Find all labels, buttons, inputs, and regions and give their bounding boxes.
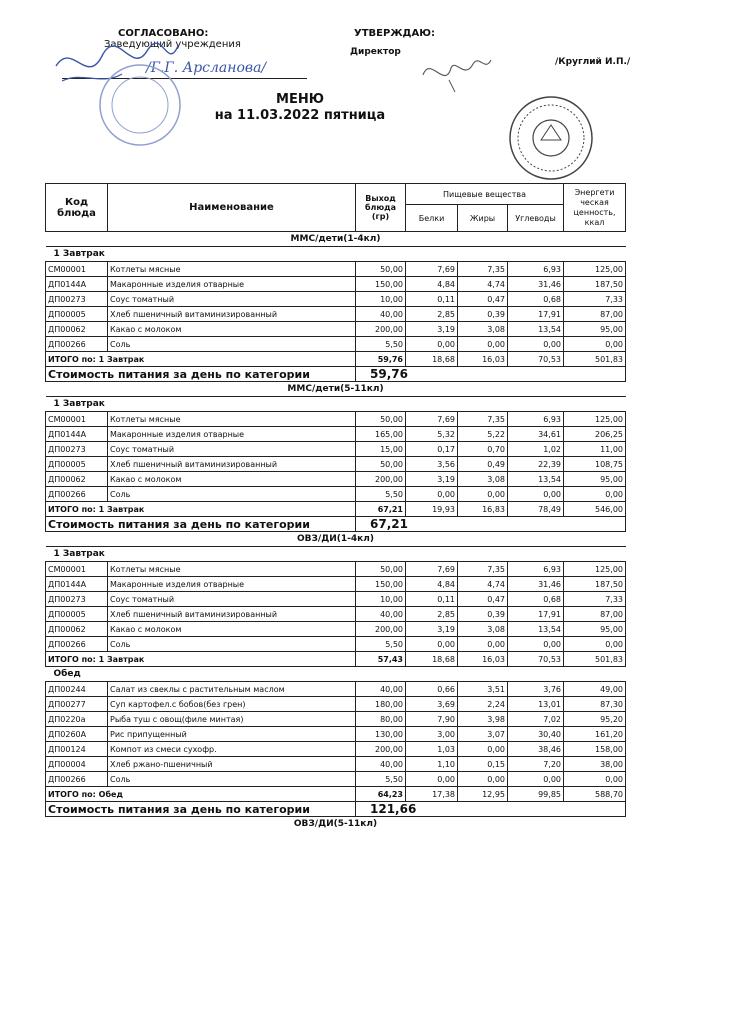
dish-protein: 3,19 xyxy=(406,472,458,487)
table-row xyxy=(46,712,626,727)
total-value: 17,38 xyxy=(406,787,458,802)
dish-carbs: 22,39 xyxy=(508,457,564,472)
dish-fat: 3,98 xyxy=(458,712,508,727)
page-subtitle: на 11.03.2022 пятница xyxy=(214,108,386,123)
agreed-label: СОГЛАСОВАНО: xyxy=(118,28,209,39)
dish-fat: 0,70 xyxy=(458,442,508,457)
dish-code: ДП0260А xyxy=(46,727,108,742)
total-value: 546,00 xyxy=(564,502,626,517)
dish-protein: 0,17 xyxy=(406,442,458,457)
dish-carbs: 31,46 xyxy=(508,577,564,592)
dish-fat: 3,08 xyxy=(458,472,508,487)
dish-fat: 0,47 xyxy=(458,592,508,607)
dish-code: СМ00001 xyxy=(46,412,108,427)
dish-code: ДП00062 xyxy=(46,472,108,487)
table-row xyxy=(46,427,626,442)
dish-code: СМ00001 xyxy=(46,562,108,577)
dish-protein: 5,32 xyxy=(406,427,458,442)
dish-carbs: 0,00 xyxy=(508,487,564,502)
dish-carbs: 7,02 xyxy=(508,712,564,727)
table-row xyxy=(46,697,626,712)
dish-fat: 0,00 xyxy=(458,742,508,757)
dish-fat: 7,35 xyxy=(458,262,508,277)
dish-code: ДП00273 xyxy=(46,442,108,457)
dish-output: 130,00 xyxy=(356,727,406,742)
dish-name: Соус томатный xyxy=(108,592,356,607)
total-value: 19,93 xyxy=(406,502,458,517)
dish-protein: 3,69 xyxy=(406,697,458,712)
dish-fat: 3,51 xyxy=(458,682,508,697)
dish-output: 200,00 xyxy=(356,622,406,637)
dish-energy: 187,50 xyxy=(564,277,626,292)
dish-carbs: 3,76 xyxy=(508,682,564,697)
dish-code: ДП00266 xyxy=(46,337,108,352)
meal-title: 1 Завтрак xyxy=(46,547,626,562)
total-value: 67,21 xyxy=(356,502,406,517)
dish-code: ДП0144А xyxy=(46,277,108,292)
table-row xyxy=(46,592,626,607)
dish-protein: 1,10 xyxy=(406,757,458,772)
dish-name: Макаронные изделия отварные xyxy=(108,427,356,442)
dish-output: 10,00 xyxy=(356,292,406,307)
table-row xyxy=(46,637,626,652)
dish-carbs: 38,46 xyxy=(508,742,564,757)
dish-protein: 4,84 xyxy=(406,577,458,592)
dish-fat: 4,74 xyxy=(458,577,508,592)
total-value: 18,68 xyxy=(406,652,458,667)
total-value: 59,76 xyxy=(356,352,406,367)
dish-protein: 7,69 xyxy=(406,562,458,577)
table-row xyxy=(46,412,626,427)
approve-label: УТВЕРЖДАЮ: xyxy=(354,28,435,39)
dish-energy: 11,00 xyxy=(564,442,626,457)
dish-carbs: 13,01 xyxy=(508,697,564,712)
cost-value: 67,21 xyxy=(356,517,626,532)
dish-fat: 0,00 xyxy=(458,637,508,652)
dish-output: 5,50 xyxy=(356,637,406,652)
table-row xyxy=(46,322,626,337)
dish-code: ДП00005 xyxy=(46,457,108,472)
dish-energy: 87,00 xyxy=(564,307,626,322)
cost-value: 59,76 xyxy=(356,367,626,382)
dish-output: 5,50 xyxy=(356,487,406,502)
table-row xyxy=(46,472,626,487)
dish-fat: 7,35 xyxy=(458,562,508,577)
table-row xyxy=(46,682,626,697)
dish-fat: 0,49 xyxy=(458,457,508,472)
dish-energy: 95,00 xyxy=(564,622,626,637)
meal-title: Обед xyxy=(46,667,626,682)
section-title: ММС/дети(5-11кл) xyxy=(287,384,384,394)
dish-fat: 3,08 xyxy=(458,622,508,637)
dish-energy: 87,00 xyxy=(564,607,626,622)
dish-protein: 0,00 xyxy=(406,487,458,502)
dish-name: Макаронные изделия отварные xyxy=(108,577,356,592)
dish-name: Хлеб пшеничный витаминизированный xyxy=(108,607,356,622)
total-value: 501,83 xyxy=(564,352,626,367)
dish-energy: 0,00 xyxy=(564,637,626,652)
dish-code: ДП0144А xyxy=(46,577,108,592)
dish-carbs: 1,02 xyxy=(508,442,564,457)
dish-output: 50,00 xyxy=(356,262,406,277)
dish-name: Соль xyxy=(108,637,356,652)
dish-code: ДП00004 xyxy=(46,757,108,772)
dish-output: 5,50 xyxy=(356,772,406,787)
dish-fat: 3,08 xyxy=(458,322,508,337)
dish-carbs: 31,46 xyxy=(508,277,564,292)
dish-name: Соль xyxy=(108,772,356,787)
total-value: 16,03 xyxy=(458,352,508,367)
dish-fat: 2,24 xyxy=(458,697,508,712)
table-row xyxy=(46,772,626,787)
col-nutrients: Пищевые вещества xyxy=(406,184,564,205)
dish-name: Соль xyxy=(108,487,356,502)
dish-protein: 4,84 xyxy=(406,277,458,292)
table-row xyxy=(46,457,626,472)
dish-code: ДП00244 xyxy=(46,682,108,697)
dish-output: 80,00 xyxy=(356,712,406,727)
dish-carbs: 34,61 xyxy=(508,427,564,442)
dish-energy: 0,00 xyxy=(564,337,626,352)
total-label: ИТОГО по: 1 Завтрак xyxy=(46,352,356,367)
dish-energy: 95,20 xyxy=(564,712,626,727)
dish-output: 50,00 xyxy=(356,412,406,427)
dish-protein: 0,11 xyxy=(406,592,458,607)
total-value: 16,03 xyxy=(458,652,508,667)
menu-body xyxy=(46,232,626,832)
dish-carbs: 0,68 xyxy=(508,292,564,307)
cost-row xyxy=(46,517,626,532)
col-carbs: Углеводы xyxy=(508,205,564,232)
table-row xyxy=(46,307,626,322)
col-fat: Жиры xyxy=(458,205,508,232)
dish-output: 50,00 xyxy=(356,562,406,577)
dish-name: Котлеты мясные xyxy=(108,562,356,577)
dish-output: 5,50 xyxy=(356,337,406,352)
dish-energy: 7,33 xyxy=(564,592,626,607)
dish-protein: 3,00 xyxy=(406,727,458,742)
cost-row xyxy=(46,367,626,382)
total-row xyxy=(46,652,626,667)
dish-name: Компот из смеси сухофр. xyxy=(108,742,356,757)
dish-energy: 125,00 xyxy=(564,262,626,277)
table-row xyxy=(46,562,626,577)
dish-code: ДП00266 xyxy=(46,772,108,787)
dish-protein: 2,85 xyxy=(406,607,458,622)
dish-name: Хлеб пшеничный витаминизированный xyxy=(108,307,356,322)
dish-fat: 3,07 xyxy=(458,727,508,742)
meal-title: 1 Завтрак xyxy=(46,397,626,412)
handwritten-signature-right xyxy=(415,50,495,95)
dish-carbs: 6,93 xyxy=(508,262,564,277)
dish-energy: 125,00 xyxy=(564,412,626,427)
total-label: ИТОГО по: Обед xyxy=(46,787,356,802)
dish-protein: 7,69 xyxy=(406,412,458,427)
total-value: 99,85 xyxy=(508,787,564,802)
dish-name: Рыба туш с овощ(филе минтая) xyxy=(108,712,356,727)
total-value: 70,53 xyxy=(508,652,564,667)
dish-energy: 95,00 xyxy=(564,472,626,487)
col-output: Выход блюда (гр) xyxy=(356,184,406,232)
total-value: 18,68 xyxy=(406,352,458,367)
dish-protein: 2,85 xyxy=(406,307,458,322)
table-row xyxy=(46,442,626,457)
dish-fat: 0,00 xyxy=(458,772,508,787)
dish-output: 165,00 xyxy=(356,427,406,442)
table-row xyxy=(46,337,626,352)
dish-energy: 38,00 xyxy=(564,757,626,772)
dish-name: Салат из свеклы с растительным маслом xyxy=(108,682,356,697)
dish-code: ДП00273 xyxy=(46,292,108,307)
dish-name: Рис припущенный xyxy=(108,727,356,742)
table-row xyxy=(46,487,626,502)
dish-fat: 0,47 xyxy=(458,292,508,307)
dish-energy: 87,30 xyxy=(564,697,626,712)
dish-energy: 158,00 xyxy=(564,742,626,757)
dish-code: ДП00277 xyxy=(46,697,108,712)
section-title: ОВЗ/ДИ(1-4кл) xyxy=(297,534,374,544)
dish-code: ДП00124 xyxy=(46,742,108,757)
dish-protein: 0,66 xyxy=(406,682,458,697)
dish-carbs: 13,54 xyxy=(508,322,564,337)
dish-code: ДП00273 xyxy=(46,592,108,607)
table-row xyxy=(46,742,626,757)
dish-protein: 3,19 xyxy=(406,322,458,337)
cost-row xyxy=(46,802,626,817)
dish-fat: 4,74 xyxy=(458,277,508,292)
dish-name: Котлеты мясные xyxy=(108,412,356,427)
dish-output: 40,00 xyxy=(356,607,406,622)
total-value: 501,83 xyxy=(564,652,626,667)
dish-code: ДП00266 xyxy=(46,637,108,652)
col-energy: Энергети ческая ценность, ккал xyxy=(564,184,626,232)
total-value: 12,95 xyxy=(458,787,508,802)
dish-name: Макаронные изделия отварные xyxy=(108,277,356,292)
dish-carbs: 6,93 xyxy=(508,562,564,577)
dish-carbs: 0,00 xyxy=(508,772,564,787)
dish-carbs: 13,54 xyxy=(508,622,564,637)
dish-code: СМ00001 xyxy=(46,262,108,277)
dish-energy: 7,33 xyxy=(564,292,626,307)
dish-fat: 0,15 xyxy=(458,757,508,772)
dish-name: Хлеб пшеничный витаминизированный xyxy=(108,457,356,472)
dish-name: Какао с молоком xyxy=(108,472,356,487)
table-row xyxy=(46,727,626,742)
dish-output: 40,00 xyxy=(356,682,406,697)
dish-protein: 0,11 xyxy=(406,292,458,307)
meal-title: 1 Завтрак xyxy=(46,247,626,262)
dish-name: Котлеты мясные xyxy=(108,262,356,277)
dish-energy: 49,00 xyxy=(564,682,626,697)
col-protein: Белки xyxy=(406,205,458,232)
dish-output: 180,00 xyxy=(356,697,406,712)
dish-energy: 108,75 xyxy=(564,457,626,472)
dish-output: 15,00 xyxy=(356,442,406,457)
dish-output: 150,00 xyxy=(356,577,406,592)
agreed-name: /Г.Г. Арсланова/ xyxy=(146,60,267,76)
agreed-role: Заведующий учреждения xyxy=(104,39,241,50)
dish-code: ДП00005 xyxy=(46,607,108,622)
dish-carbs: 17,91 xyxy=(508,607,564,622)
dish-fat: 0,39 xyxy=(458,307,508,322)
dish-code: ДП00266 xyxy=(46,487,108,502)
total-label: ИТОГО по: 1 Завтрак xyxy=(46,652,356,667)
total-value: 588,70 xyxy=(564,787,626,802)
dish-carbs: 13,54 xyxy=(508,472,564,487)
dish-carbs: 17,91 xyxy=(508,307,564,322)
cost-value: 121,66 xyxy=(356,802,626,817)
dish-name: Соус томатный xyxy=(108,442,356,457)
dish-fat: 0,00 xyxy=(458,487,508,502)
dish-name: Какао с молоком xyxy=(108,622,356,637)
menu-table xyxy=(45,183,626,831)
section-title: ММС/дети(1-4кл) xyxy=(290,234,381,244)
total-value: 57,43 xyxy=(356,652,406,667)
cost-label: Стоимость питания за день по категории xyxy=(46,367,356,382)
table-row xyxy=(46,262,626,277)
dish-protein: 7,69 xyxy=(406,262,458,277)
table-row xyxy=(46,757,626,772)
total-row xyxy=(46,787,626,802)
dish-energy: 187,50 xyxy=(564,577,626,592)
dish-name: Какао с молоком xyxy=(108,322,356,337)
table-row xyxy=(46,277,626,292)
dish-name: Хлеб ржано-пшеничный xyxy=(108,757,356,772)
dish-name: Соль xyxy=(108,337,356,352)
dish-carbs: 0,00 xyxy=(508,637,564,652)
total-row xyxy=(46,502,626,517)
total-value: 78,49 xyxy=(508,502,564,517)
dish-fat: 0,39 xyxy=(458,607,508,622)
dish-fat: 0,00 xyxy=(458,337,508,352)
dish-protein: 0,00 xyxy=(406,637,458,652)
dish-name: Суп картофел.с бобов(без грен) xyxy=(108,697,356,712)
dish-fat: 5,22 xyxy=(458,427,508,442)
approve-name: /Круглий И.П./ xyxy=(555,57,631,67)
dish-protein: 0,00 xyxy=(406,337,458,352)
dish-output: 200,00 xyxy=(356,742,406,757)
dish-carbs: 0,00 xyxy=(508,337,564,352)
approve-role: Директор xyxy=(350,47,401,57)
dish-output: 200,00 xyxy=(356,472,406,487)
col-code: Код блюда xyxy=(46,184,108,232)
dish-carbs: 7,20 xyxy=(508,757,564,772)
dish-energy: 0,00 xyxy=(564,772,626,787)
dish-code: ДП00062 xyxy=(46,622,108,637)
dish-name: Соус томатный xyxy=(108,292,356,307)
dish-protein: 3,19 xyxy=(406,622,458,637)
page-title: МЕНЮ xyxy=(276,92,324,107)
dish-output: 150,00 xyxy=(356,277,406,292)
dish-output: 200,00 xyxy=(356,322,406,337)
dish-protein: 3,56 xyxy=(406,457,458,472)
table-row xyxy=(46,607,626,622)
dish-energy: 125,00 xyxy=(564,562,626,577)
dish-output: 40,00 xyxy=(356,757,406,772)
dish-code: ДП00062 xyxy=(46,322,108,337)
total-label: ИТОГО по: 1 Завтрак xyxy=(46,502,356,517)
table-row xyxy=(46,577,626,592)
dish-code: ДП0144А xyxy=(46,427,108,442)
dish-carbs: 30,40 xyxy=(508,727,564,742)
table-row xyxy=(46,622,626,637)
dish-carbs: 0,68 xyxy=(508,592,564,607)
total-value: 16,83 xyxy=(458,502,508,517)
dish-code: ДП00005 xyxy=(46,307,108,322)
next-section-title: ОВЗ/ДИ(5-11кл) xyxy=(293,819,378,829)
cost-label: Стоимость питания за день по категории xyxy=(46,802,356,817)
dish-fat: 7,35 xyxy=(458,412,508,427)
total-value: 64,23 xyxy=(356,787,406,802)
cost-label: Стоимость питания за день по категории xyxy=(46,517,356,532)
dish-output: 10,00 xyxy=(356,592,406,607)
dish-output: 50,00 xyxy=(356,457,406,472)
dish-energy: 95,00 xyxy=(564,322,626,337)
dish-energy: 161,20 xyxy=(564,727,626,742)
dish-protein: 1,03 xyxy=(406,742,458,757)
total-row xyxy=(46,352,626,367)
dish-code: ДП0220а xyxy=(46,712,108,727)
total-value: 70,53 xyxy=(508,352,564,367)
dish-protein: 7,90 xyxy=(406,712,458,727)
dish-carbs: 6,93 xyxy=(508,412,564,427)
col-name: Наименование xyxy=(108,184,356,232)
dish-output: 40,00 xyxy=(356,307,406,322)
dish-energy: 0,00 xyxy=(564,487,626,502)
table-row xyxy=(46,292,626,307)
dish-protein: 0,00 xyxy=(406,772,458,787)
dish-energy: 206,25 xyxy=(564,427,626,442)
